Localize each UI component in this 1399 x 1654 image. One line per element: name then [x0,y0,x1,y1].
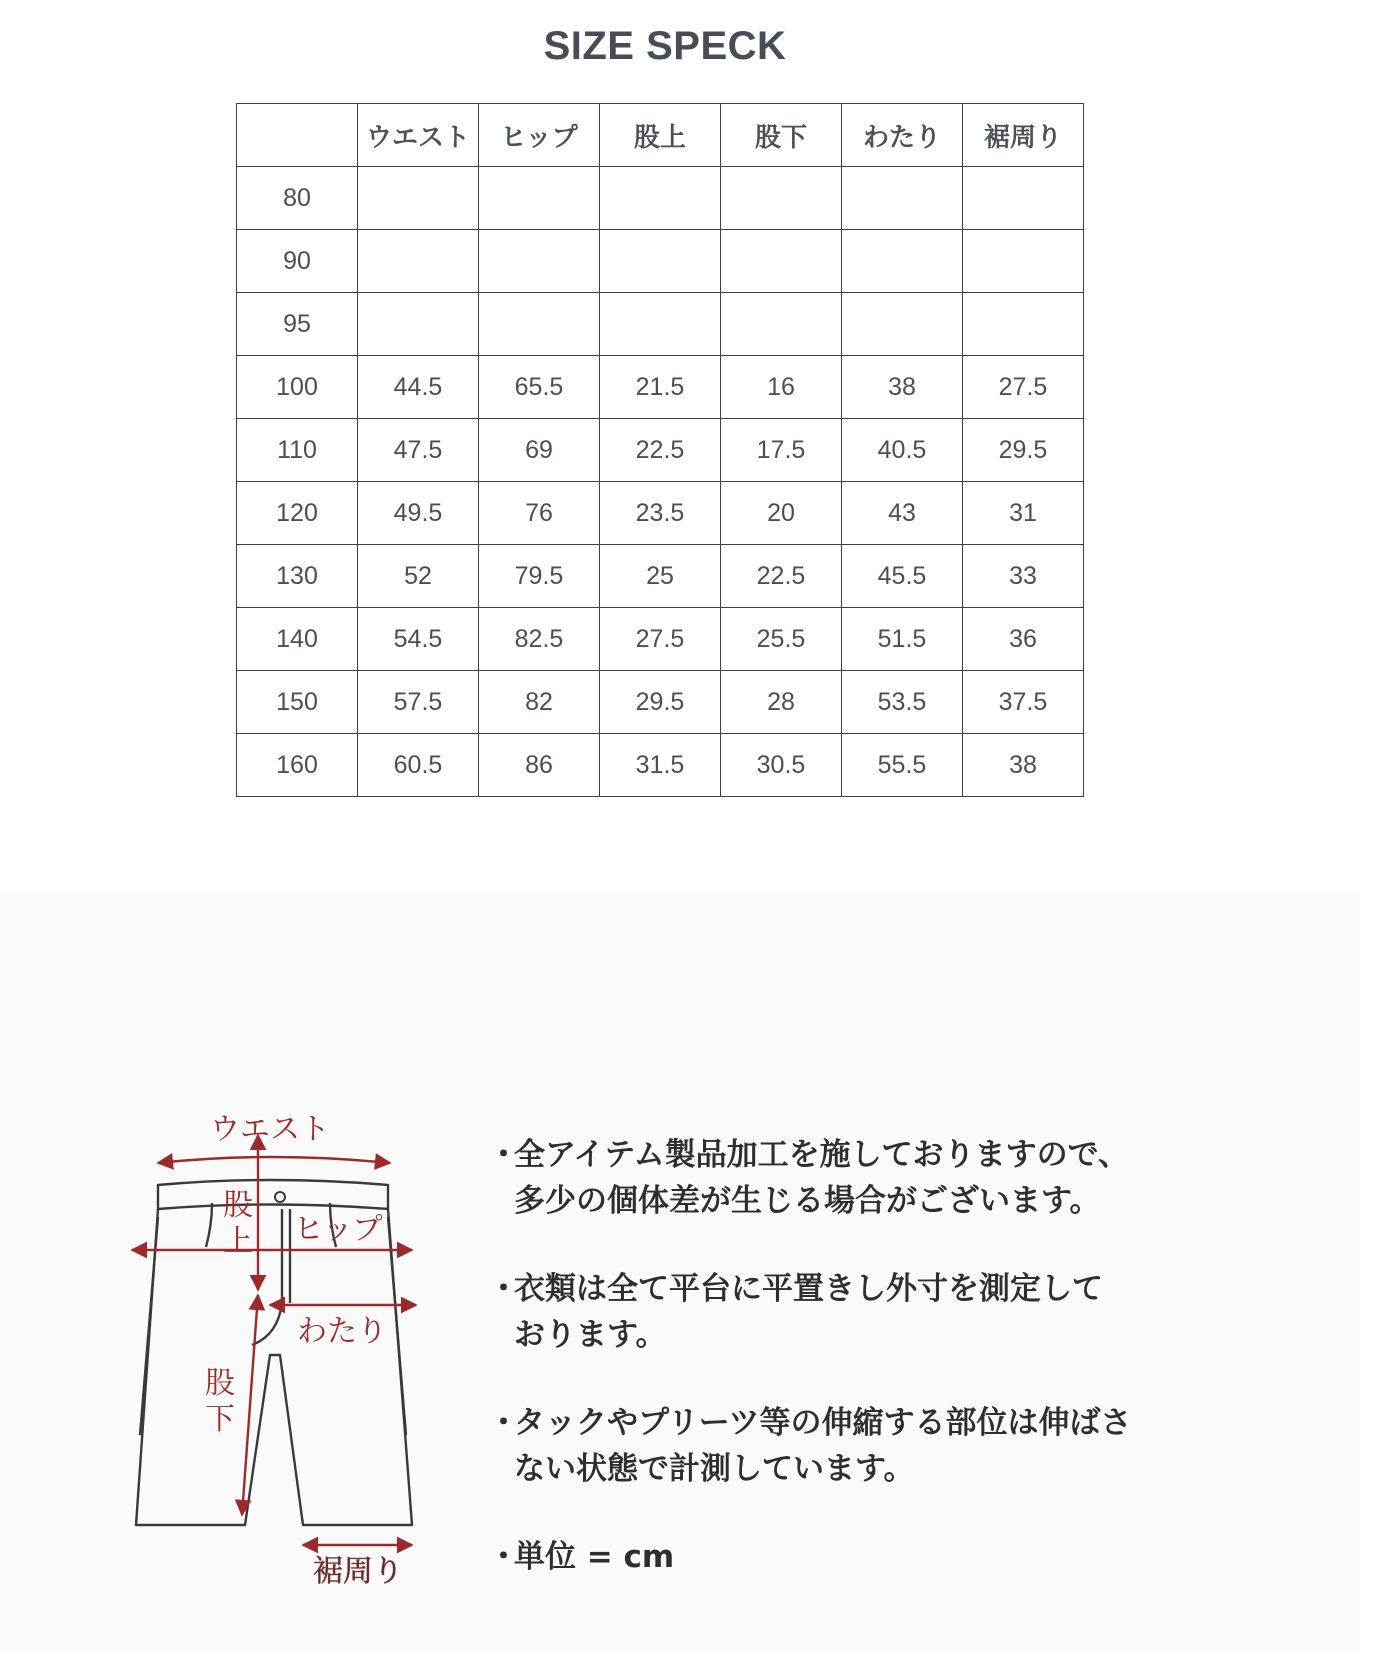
table-cell: 40.5 [842,419,963,482]
table-cell: 47.5 [358,419,479,482]
table-header-row [237,104,1084,167]
header-cell-hem: 裾周り [963,104,1084,167]
table-cell: 65.5 [479,356,600,419]
table-cell [963,293,1084,356]
table-cell: 79.5 [479,545,600,608]
table-cell: 43 [842,482,963,545]
bullet: ・ [488,1539,519,1575]
table-cell: 17.5 [721,419,842,482]
table-cell: 52 [358,545,479,608]
note-text: 多少の個体差が生じる場合がございます。 [514,1183,1101,1219]
table-cell: 31 [963,482,1084,545]
table-cell [479,293,600,356]
table-row [237,734,1084,797]
table-cell: 82.5 [479,608,600,671]
bullet: ・ [488,1405,519,1441]
hem-label: 裾周り [313,1554,403,1589]
header-cell-rise: 股上 [600,104,721,167]
table-cell: 44.5 [358,356,479,419]
table-cell: 45.5 [842,545,963,608]
note-text: 全アイテム製品加工を施しておりますので、 [514,1137,1130,1173]
header-cell-size [237,104,358,167]
table-row [237,419,1084,482]
table-cell [842,230,963,293]
table-cell: 110 [237,419,358,482]
table-row [237,671,1084,734]
table-row [237,293,1084,356]
table-cell [358,167,479,230]
table-cell: 28 [721,671,842,734]
size-spec-table [236,103,1084,797]
table-cell: 60.5 [358,734,479,797]
inseam-arrow [242,1295,258,1515]
table-cell [721,167,842,230]
table-cell [600,293,721,356]
table-cell: 22.5 [600,419,721,482]
note-item [488,1400,1248,1492]
note-item-unit [488,1534,1248,1580]
button-icon [275,1192,285,1202]
table-cell: 57.5 [358,671,479,734]
table-cell: 29.5 [600,671,721,734]
table-cell: 82 [479,671,600,734]
table-cell: 27.5 [600,608,721,671]
waist-arrow [158,1157,390,1163]
table-cell: 30.5 [721,734,842,797]
table-cell: 21.5 [600,356,721,419]
unit-text: 単位 = cm [514,1539,675,1575]
table-cell: 25.5 [721,608,842,671]
table-cell [358,293,479,356]
table-cell: 38 [842,356,963,419]
waist-label: ウエスト [210,1112,330,1147]
header-cell-inseam: 股下 [721,104,842,167]
table-cell: 51.5 [842,608,963,671]
table-cell: 27.5 [963,356,1084,419]
inseam-label-2: 下 [205,1402,235,1437]
table-row [237,167,1084,230]
table-cell: 90 [237,230,358,293]
table-cell [842,167,963,230]
table-cell [600,230,721,293]
table-row [237,230,1084,293]
table-cell: 23.5 [600,482,721,545]
table-cell: 150 [237,671,358,734]
bullet: ・ [488,1271,519,1307]
table-cell: 25 [600,545,721,608]
table-cell: 49.5 [358,482,479,545]
table-cell: 130 [237,545,358,608]
table-cell [963,230,1084,293]
note-item [488,1266,1248,1358]
table-cell: 95 [237,293,358,356]
hip-label: ヒップ [293,1212,383,1247]
table-cell [479,230,600,293]
table-cell [963,167,1084,230]
table-cell: 76 [479,482,600,545]
shorts-measurement-diagram [120,1105,440,1605]
table-cell [721,230,842,293]
table-cell: 54.5 [358,608,479,671]
note-text: おります。 [514,1317,667,1353]
rise-label-1: 股 [223,1188,253,1223]
table-cell: 33 [963,545,1084,608]
table-cell: 86 [479,734,600,797]
table-cell: 80 [237,167,358,230]
table-row [237,608,1084,671]
table-cell: 55.5 [842,734,963,797]
note-item [488,1132,1248,1224]
table-cell [358,230,479,293]
table-cell [600,167,721,230]
table-row [237,482,1084,545]
table-row [237,545,1084,608]
table-row [237,356,1084,419]
table-cell: 120 [237,482,358,545]
table-cell: 36 [963,608,1084,671]
table-cell: 69 [479,419,600,482]
table-cell [479,167,600,230]
table-cell: 160 [237,734,358,797]
table-cell: 140 [237,608,358,671]
header-cell-hip: ヒップ [479,104,600,167]
measurement-notes [488,1132,1248,1622]
note-text: タックやプリーツ等の伸縮する部位は伸ばさ [514,1405,1132,1441]
table-cell: 53.5 [842,671,963,734]
bullet: ・ [488,1137,519,1173]
inseam-label-1: 股 [205,1366,235,1401]
table-cell: 100 [237,356,358,419]
header-cell-thigh: わたり [842,104,963,167]
table-cell [842,293,963,356]
table-cell: 20 [721,482,842,545]
table-cell: 37.5 [963,671,1084,734]
note-text: 衣類は全て平台に平置きし外寸を測定して [514,1271,1103,1307]
header-cell-waist: ウエスト [358,104,479,167]
table-cell [721,293,842,356]
page-title: SIZE SPECK [543,24,787,68]
table-cell: 22.5 [721,545,842,608]
rise-label-2: 上 [223,1224,253,1259]
thigh-label: わたり [297,1314,387,1349]
table-cell: 16 [721,356,842,419]
table-cell: 38 [963,734,1084,797]
note-text: ない状態で計測しています。 [514,1451,915,1487]
table-cell: 31.5 [600,734,721,797]
table-cell: 29.5 [963,419,1084,482]
